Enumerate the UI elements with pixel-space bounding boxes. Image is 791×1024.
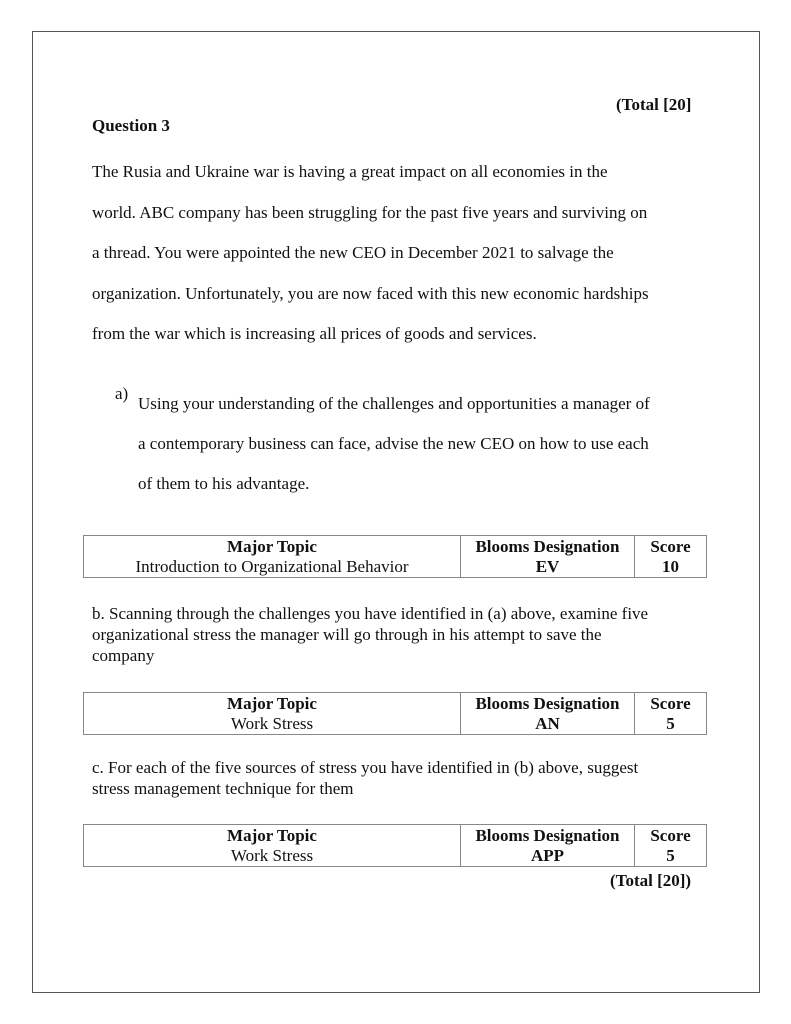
total-marks-top: (Total [20] [616, 95, 692, 114]
score-header: Score [650, 693, 691, 713]
part-b-line: organizational stress the manager will go through in his attempt to save the [92, 625, 602, 644]
intro-line: a thread. You were appointed the new CEO in December 2021 to salvage the [92, 243, 614, 262]
major-topic-cell [84, 693, 461, 735]
score-cell [635, 693, 707, 735]
major-topic-header: Major Topic [227, 825, 317, 845]
major-topic-header: Major Topic [227, 693, 317, 713]
major-topic-header: Major Topic [227, 536, 317, 556]
intro-line: world. ABC company has been struggling for the past five years and surviving on [92, 202, 648, 222]
score-cell [635, 825, 707, 867]
blooms-value: APP [530, 845, 565, 865]
part-a-line: Using your understanding of the challenges and opportunities a manager of [138, 394, 650, 413]
major-topic-value: Work Stress [230, 713, 314, 733]
part-c-text [92, 757, 712, 799]
intro-line: The Rusia and Ukraine war is having a great impact on all economies in the [92, 162, 608, 181]
topic-table-b [83, 692, 707, 735]
topic-table-a [83, 535, 707, 578]
part-c-line: stress management technique for them [92, 779, 354, 798]
part-c-line: c. For each of the five sources of stress you have identified in (b) above, suggest [92, 758, 639, 777]
blooms-value: AN [535, 713, 560, 733]
part-a-label: a) [115, 384, 129, 403]
blooms-header: Blooms Designation [475, 825, 620, 845]
blooms-header: Blooms Designation [475, 693, 620, 713]
score-header: Score [650, 825, 691, 845]
intro-line: organization. Unfortunately, you are now faced with this new economic hardships [92, 283, 649, 303]
question-title: Question 3 [92, 116, 170, 135]
blooms-value: EV [535, 556, 560, 576]
question-intro [92, 152, 712, 355]
part-b-text [92, 603, 712, 666]
part-a-line: a contemporary business can face, advise the new CEO on how to use each [138, 434, 649, 453]
major-topic-cell [84, 825, 461, 867]
total-marks-bottom: (Total [20]) [610, 871, 692, 890]
part-b-line: company [92, 646, 155, 665]
blooms-header: Blooms Designation [475, 536, 620, 556]
part-a-text [138, 384, 718, 504]
major-topic-value: Work Stress [230, 845, 314, 865]
intro-line: from the war which is increasing all prices of goods and services. [92, 324, 537, 343]
topic-table-c [83, 824, 707, 867]
score-value: 10 [662, 556, 679, 576]
major-topic-value: Introduction to Organizational Behavior [135, 556, 409, 576]
score-cell [635, 536, 707, 578]
blooms-cell [461, 536, 635, 578]
score-value: 5 [666, 713, 675, 733]
part-a-line: of them to his advantage. [138, 474, 310, 493]
score-value: 5 [666, 845, 675, 865]
score-header: Score [650, 536, 691, 556]
major-topic-cell [84, 536, 461, 578]
blooms-cell [461, 825, 635, 867]
blooms-cell [461, 693, 635, 735]
part-b-line: b. Scanning through the challenges you have identified in (a) above, examine five [92, 604, 649, 623]
